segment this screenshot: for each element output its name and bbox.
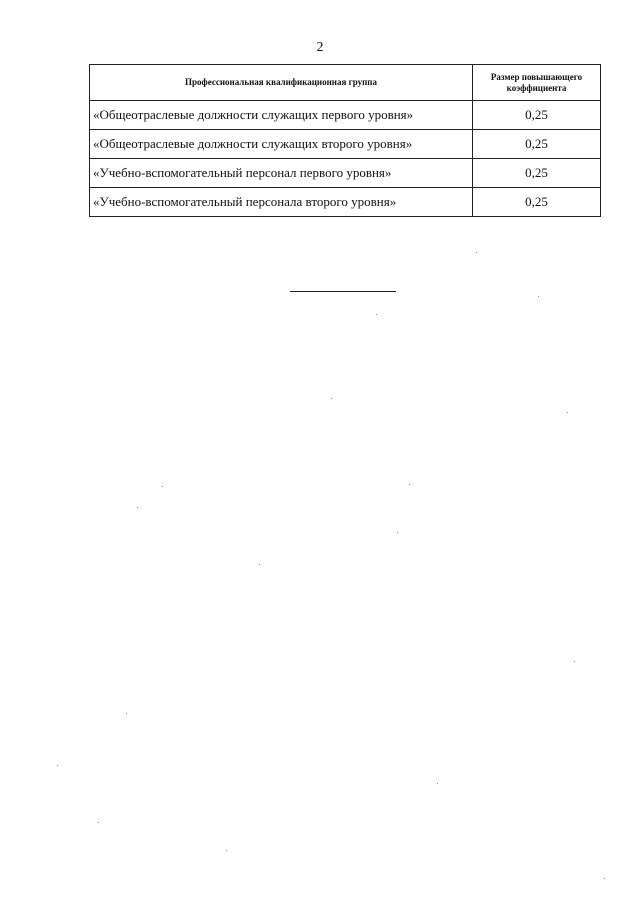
scan-speck <box>226 850 227 851</box>
row-coefficient-cell: 0,25 <box>473 130 601 159</box>
row-coefficient-cell: 0,25 <box>473 101 601 130</box>
scan-speck <box>331 398 332 399</box>
row-group-cell: «Учебно-вспомогательный персонала второго уровня» <box>90 188 473 217</box>
table-row <box>90 101 601 130</box>
scan-speck <box>376 314 377 315</box>
scan-speck <box>162 486 163 487</box>
scan-speck <box>437 783 438 784</box>
scan-speck <box>137 507 138 508</box>
header-coefficient: Размер повышающего коэффициента <box>473 65 601 101</box>
scan-speck <box>574 661 575 662</box>
scan-speck <box>259 564 260 565</box>
table-row <box>90 130 601 159</box>
scan-speck <box>567 412 568 413</box>
scan-speck <box>538 296 539 297</box>
coefficient-table <box>89 64 601 217</box>
page-number: 2 <box>316 40 324 55</box>
closing-rule <box>290 291 396 292</box>
scan-speck <box>476 252 477 253</box>
scan-speck <box>409 484 410 485</box>
table-row <box>90 188 601 217</box>
row-group-cell: «Общеотраслевые должности служащих первого уровня» <box>90 101 473 130</box>
scan-speck <box>604 878 605 879</box>
table-row <box>90 159 601 188</box>
scan-speck <box>126 713 127 714</box>
scan-speck <box>397 532 398 533</box>
row-group-cell: «Учебно-вспомогательный персонал первого уровня» <box>90 159 473 188</box>
row-group-cell: «Общеотраслевые должности служащих второго уровня» <box>90 130 473 159</box>
table-header-row <box>90 65 601 101</box>
scan-speck <box>98 822 99 823</box>
row-coefficient-cell: 0,25 <box>473 188 601 217</box>
row-coefficient-cell: 0,25 <box>473 159 601 188</box>
header-group: Профессиональная квалификационная группа <box>90 65 473 101</box>
scan-speck <box>57 765 58 766</box>
